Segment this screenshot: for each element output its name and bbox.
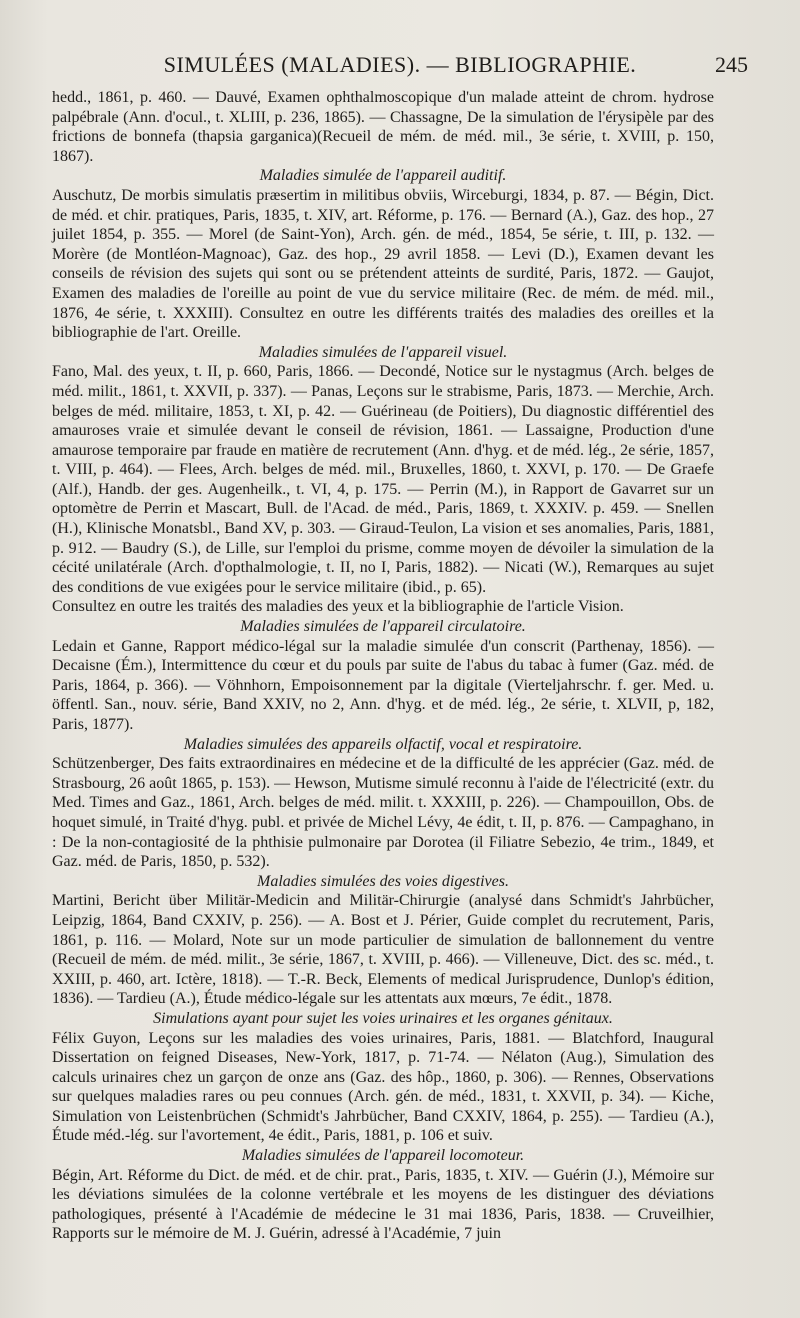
section-heading: Maladies simulées de l'appareil locomoteur. bbox=[241, 1147, 525, 1165]
paragraph: Auschutz, De morbis simulatis præsertim in militibus obviis, Wirceburgi, 1834, p. 87. — Bégin, Dict. de méd. et chir. pratiques, Paris, 1835, t. XIV, art. Réforme, p. 176. — Bernard (A.), Gaz. des hop., 27 juilet 1854, p. 355. — Morel (de Saint-Yon), Arch. gén. de méd., 1854, 5e série, t. III, p. 132. — Morère (de Montléon-Magnoac), Gaz. des hop., 29 avril 1858. — Levi (D.), Examen devant les conseils de révision des sujets qui sont ou se prétendent atteints de surdité, Paris, 1872. — Gaujot, Examen des maladies de l'oreille au point de vue du service militaire (Rec. de mém. de méd. mil., 1876, 4e série, t. XXXIII). Consultez en outre les différents traités des maladies des oreilles et la bibliographie de l'art. Oreille. bbox=[52, 186, 714, 342]
section-heading: Maladies simulées de l'appareil circulatoire. bbox=[240, 618, 526, 636]
paragraph: hedd., 1861, p. 460. — Dauvé, Examen ophthalmoscopique d'un malade atteint de chrom. hydrose palpébrale (Ann. d'ocul., t. XLIII, p. 236, 1865). — Chassagne, De la simulation de l'érysipèle par des frictions de bonnefa (thapsia garganica)(Recueil de mém. de méd. mil., 3e série, t. XVIII, p. 150, 1867). bbox=[52, 89, 714, 165]
paragraph: Schützenberger, Des faits extraordinaires en médecine et de la difficulté de les apprécier (Gaz. méd. de Strasbourg, 26 août 1865, p. 153). — Hewson, Mutisme simulé reconnu à l'aide de l'électricité (extr. du Med. Times and Gaz., 1861, Arch. belges de méd. milit. t. XXXIII, p. 226). — Champouillon, Obs. de hoquet simulé, in Traité d'hyg. publ. et privée de Michel Lévy, 4e édit, t. II, p. 876. — Campaghano, in : De la non-contagiosité de la phthisie pulmonaire par Dorotea (il Filiatre Sebezio, 4e trim., 1849, et Gaz. méd. de Paris, 1850, p. 532). bbox=[52, 755, 714, 871]
page-header bbox=[40, 52, 760, 82]
running-head: SIMULÉES (MALADIES). — BIBLIOGRAPHIE. bbox=[163, 52, 637, 77]
paragraph: Consultez en outre les traités des maladies des yeux et la bibliographie de l'article Vision. bbox=[52, 598, 624, 616]
paragraph: Félix Guyon, Leçons sur les maladies des voies urinaires, Paris, 1881. — Blatchford, Inaugural Dissertation on feigned Diseases, New-York, 1817, p. 71-74. — Nélaton (Aug.), Simulation des calculs urinaires chez un garçon de onze ans (Gaz. des hôp., 1860, p. 306). — Rennes, Observations sur quelques maladies rares ou peu connues (Arch. gén. de méd., 1831, t. XXVII, p. 34). — Kiche, Simulation von Leistenbrüchen (Schmidt's Jahrbücher, Band CXXIV, 1864, p. 255). — Tardieu (A.), Étude méd.-lég. sur l'avortement, 4e édit., Paris, 1881, p. 106 et suiv. bbox=[52, 1029, 714, 1145]
paragraph: Martini, Bericht über Militär-Medicin and Militär-Chirurgie (analysé dans Schmidt's Jahrbücher, Leipzig, 1864, Band CXXIV, p. 256). — A. Bost et J. Périer, Guide complet du recrutement, Paris, 1861, p. 116. — Molard, Note sur un mode particulier de simulation de ballonnement du ventre (Recueil de mém. de méd. milit., 3e série, 1867, t. XVIII, p. 466). — Villeneuve, Dict. des sc. méd., t. XXIII, p. 460, art. Ictère, 1818). — T.-R. Beck, Elements of medical Jurisprudence, Dunlop's édition, 1836). — Tardieu (A.), Étude médico-légale sur les attentats aux mœurs, 7e édit., 1878. bbox=[52, 892, 714, 1008]
paragraph: Fano, Mal. des yeux, t. II, p. 660, Paris, 1866. — Decondé, Notice sur le nystagmus (Arch. belges de méd. milit., 1861, t. XXVII, p. 337). — Panas, Leçons sur le strabisme, Paris, 1873. — Merchie, Arch. belges de méd. militaire, 1853, t. XI, p. 42. — Guérineau (de Poitiers), Du diagnostic différentiel des amauroses vraie et simulée devant le conseil de révision, 1861. — Lassaigne, Production d'une amaurose temporaire par fraude en matière de recrutement (Ann. d'hyg. et de méd. lég., 2e série, 1857, t. VIII, p. 464). — Flees, Arch. belges de méd. mil., Bruxelles, 1860, t. XXVI, p. 170. — De Graefe (Alf.), Handb. der ges. Augenheilk., t. VI, 4, p. 175. — Perrin (M.), in Rapport de Gavarret sur un optomètre de Perrin et Mascart, Bull. de l'Acad. de méd., Paris, 1869, t. XXXIV. p. 459. — Snellen (H.), Klinische Monatsbl., Band XV, p. 303. — Giraud-Teulon, La vision et ses anomalies, Paris, 1881, p. 912. — Baudry (S.), de Lille, sur l'emploi du prisme, comme moyen de dévoiler la simulation de la cécité unilatérale (Arch. d'opthalmologie, t. II, no I, Paris, 1882). — Nicati (W.), Remarques au sujet des conditions de vue exigées pour le service militaire (ibid., p. 65). bbox=[52, 363, 714, 596]
section-heading: Maladies simulées de l'appareil visuel. bbox=[258, 343, 508, 361]
page-number: 245 bbox=[715, 52, 748, 77]
section-heading: Maladies simulées des appareils olfactif, vocal et respiratoire. bbox=[183, 735, 583, 753]
paragraph: Bégin, Art. Réforme du Dict. de méd. et de chir. prat., Paris, 1835, t. XIV. — Guérin (J.), Mémoire sur les déviations simulées de la colonne vertébrale et les moyens de les distinguer des déviations pathologiques, présenté à l'Académie de médecine le 31 mai 1836, Paris, 1838. — Cruveilhier, Rapports sur le mémoire de M. J. Guérin, adressé à l'Académie, 7 juin bbox=[52, 1166, 714, 1243]
bibliography-body bbox=[52, 88, 714, 1244]
section-heading: Maladies simulée de l'appareil auditif. bbox=[259, 167, 507, 185]
section-heading: Maladies simulées des voies digestives. bbox=[257, 872, 509, 890]
section-heading: Simulations ayant pour sujet les voies urinaires et les organes génitaux. bbox=[153, 1009, 613, 1027]
paragraph: Ledain et Ganne, Rapport médico-légal sur la maladie simulée d'un conscrit (Parthenay, 1856). — Decaisne (Ém.), Intermittence du cœur et du pouls par suite de l'abus du tabac à fumer (Gaz. méd. de Paris, 1864, p. 366). — Vöhnhorn, Empoisonnement par la digitale (Vierteljahrschr. f. ger. Med. u. öffentl. San., nouv. série, Band XXIV, no 2, Ann. d'hyg. et de méd. lég., 2e série, t. XLVII, p, 182, Paris, 1877). bbox=[52, 637, 714, 733]
